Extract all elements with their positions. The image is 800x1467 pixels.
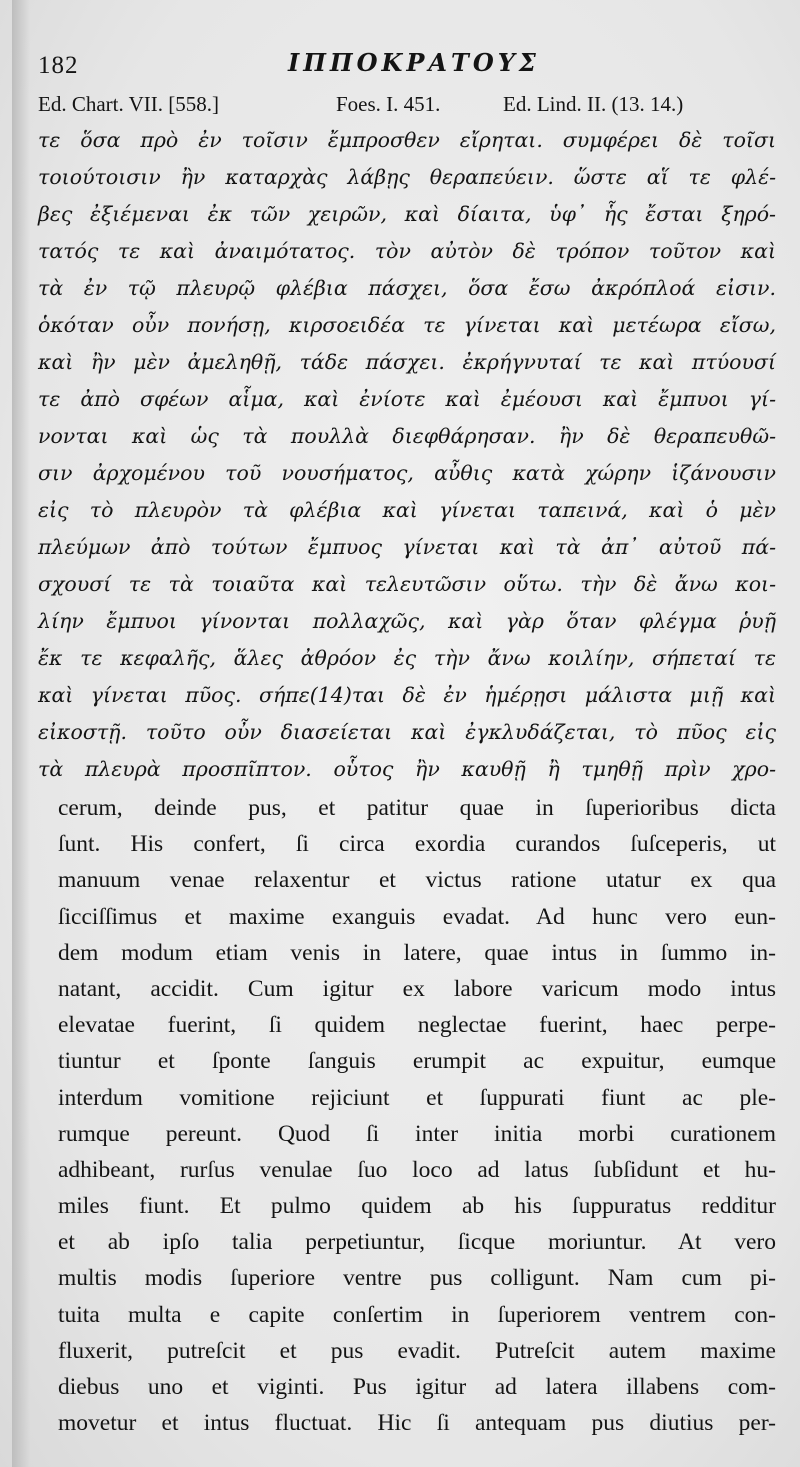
latin-line: tiuntur et ſponte ſanguis erumpit ac expuitur, eumque — [58, 1048, 776, 1075]
latin-line: adhibeant, rurſus venulae ſuo loco ad latus ſubſidunt et hu- — [58, 1156, 776, 1183]
reference-linden: Ed. Lind. II. (13. 14.) — [503, 92, 684, 116]
greek-line: καὶ γίνεται πῦος. σήπε(14)ται δὲ ἐν ἡμέρῃσι μάλιστα μιῇ καὶ — [38, 683, 776, 707]
greek-line: νονται καὶ ὡς τὰ πουλλὰ διεφθάρησαν. ἢν δὲ θεραπευθῶ- — [38, 424, 776, 448]
greek-line: ἔκ τε κεφαλῆς, ἅλες ἀθρόον ἐς τὴν ἄνω κοιλίην, σήπεταί τε — [38, 646, 776, 670]
latin-line: miles fiunt. Et pulmo quidem ab his ſuppuratus redditur — [58, 1193, 776, 1220]
latin-line: tuita multa e capite conſertim in ſuperiorem ventrem con- — [58, 1301, 776, 1328]
latin-line: interdum vomitione rejiciunt et ſuppurati fiunt ac ple- — [58, 1084, 776, 1111]
greek-line: βες ἐξιέμεναι ἐκ τῶν χειρῶν, καὶ δίαιτα, ὑφ᾽ ἧς ἔσται ξηρό- — [38, 202, 776, 226]
greek-line: σχουσί τε τὰ τοιαῦτα καὶ τελευτῶσιν οὕτω. τὴν δὲ ἄνω κοι- — [38, 572, 776, 596]
greek-line: καὶ ἢν μὲν ἀμεληθῇ, τάδε πάσχει. ἐκρήγνυταί τε καὶ πτύουσί — [38, 350, 776, 374]
reference-foes: Foes. I. 451. — [336, 92, 441, 116]
greek-line: εἰκοστῇ. τοῦτο οὖν διασείεται καὶ ἐγκλυδάζεται, τὸ πῦος εἰς — [38, 720, 776, 744]
latin-line: rumque pereunt. Quod ſi inter initia morbi curationem — [58, 1120, 776, 1147]
latin-line: dem modum etiam venis in latere, quae intus in ſummo in- — [58, 939, 776, 966]
latin-line: multis modis ſuperiore ventre pus colligunt. Nam cum pi- — [58, 1265, 776, 1292]
latin-line: movetur et intus fluctuat. Hic ſi antequam pus diutius per- — [58, 1410, 776, 1437]
latin-text-block — [58, 790, 776, 1441]
greek-line: λίην ἔμπυοι γίνονται πολλαχῶς, καὶ γὰρ ὅταν φλέγμα ῥυῇ — [38, 609, 776, 633]
greek-line: τε ὅσα πρὸ ἐν τοῖσιν ἔμπροσθεν εἴρηται. συμφέρει δὲ τοῖσι — [38, 128, 776, 152]
latin-line: natant, accidit. Cum igitur ex labore varicum modo intus — [58, 975, 776, 1002]
latin-line: fluxerit, putreſcit et pus evadit. Putreſcit autem maxime — [58, 1337, 776, 1364]
page-number: 182 — [38, 52, 79, 79]
latin-line: ſicciſſimus et maxime exanguis evadat. Ad hunc vero eun- — [58, 903, 776, 930]
reference-chartier: Ed. Chart. VII. [558.] — [38, 92, 219, 116]
page-gutter-shadow — [12, 0, 30, 1467]
greek-line: ὁκόταν οὖν πονήσῃ, κιρσοειδέα τε γίνεται καὶ μετέωρα εἴσω, — [38, 313, 776, 337]
greek-line: τε ἀπὸ σφέων αἷμα, καὶ ἐνίοτε καὶ ἐμέουσι καὶ ἔμπυοι γί- — [38, 387, 776, 411]
greek-line: πλεύμων ἀπὸ τούτων ἔμπυος γίνεται καὶ τὰ ἀπ᾽ αὐτοῦ πά- — [38, 535, 776, 559]
greek-line: τοιούτοισιν ἢν καταρχὰς λάβῃς θεραπεύειν. ὥστε αἵ τε φλέ- — [38, 165, 776, 189]
latin-line: et ab ipſo talia perpetiuntur, ſicque moriuntur. At vero — [58, 1229, 776, 1256]
greek-line: τατός τε καὶ ἀναιμότατος. τὸν αὐτὸν δὲ τρόπον τοῦτον καὶ — [38, 239, 776, 263]
greek-line: τὰ πλευρὰ προσπῖπτον. οὗτος ἢν καυθῇ ἢ τμηθῇ πρὶν χρο- — [38, 757, 776, 781]
greek-text-block — [38, 122, 776, 788]
greek-line: εἰς τὸ πλευρὸν τὰ φλέβια καὶ γίνεται ταπεινά, καὶ ὁ μὲν — [38, 498, 776, 522]
latin-line: ſunt. His confert, ſi circa exordia curandos ſuſceperis, ut — [58, 831, 776, 858]
edition-references — [38, 92, 778, 122]
page-header — [38, 48, 778, 88]
latin-line: cerum, deinde pus, et patitur quae in ſuperioribus dicta — [58, 795, 776, 821]
greek-line: σιν ἀρχομένου τοῦ νουσήματος, αὖθις κατὰ χώρην ἱζάνουσιν — [38, 461, 776, 485]
greek-line: τὰ ἐν τῷ πλευρῷ φλέβια πάσχει, ὅσα ἔσω ἀκρόπλοά εἰσιν. — [38, 276, 776, 300]
latin-line: manuum venae relaxentur et victus ratione utatur ex qua — [58, 867, 776, 894]
latin-line: elevatae fuerint, ſi quidem neglectae fuerint, haec perpe- — [58, 1012, 776, 1039]
running-title: ΙΠΠΟΚΡΑΤΟΥΣ — [288, 48, 540, 77]
latin-line: diebus uno et viginti. Pus igitur ad latera illabens com- — [58, 1374, 776, 1400]
